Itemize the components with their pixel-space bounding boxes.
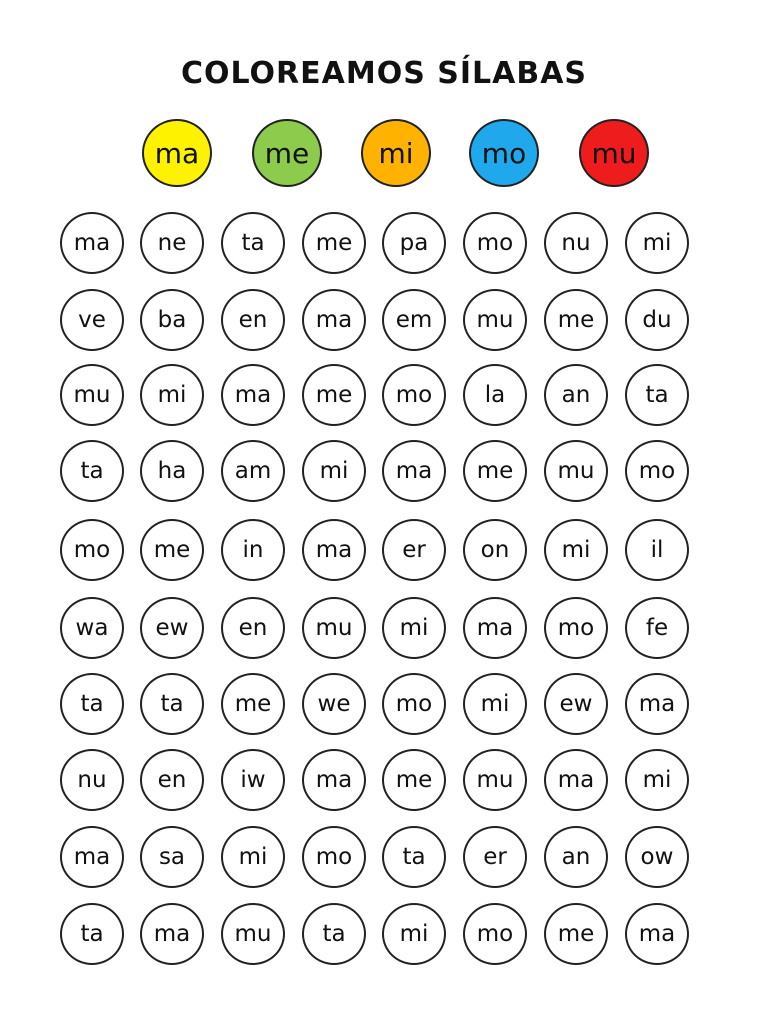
syllable-circle[interactable]: ha <box>140 440 204 502</box>
syllable-circle[interactable]: ma <box>221 364 285 426</box>
syllable-circle[interactable]: mi <box>625 212 689 274</box>
syllable-circle[interactable]: mi <box>221 826 285 888</box>
syllable-circle[interactable]: on <box>463 519 527 581</box>
key-circle-mu: mu <box>579 119 649 187</box>
syllable-circle[interactable]: me <box>544 903 608 965</box>
syllable-circle[interactable]: ne <box>140 212 204 274</box>
syllable-circle[interactable]: mu <box>302 597 366 659</box>
syllable-circle[interactable]: ma <box>625 903 689 965</box>
syllable-circle[interactable]: me <box>463 440 527 502</box>
syllable-circle[interactable]: mi <box>302 440 366 502</box>
syllable-circle[interactable]: ma <box>302 749 366 811</box>
syllable-circle[interactable]: ma <box>302 289 366 351</box>
syllable-circle[interactable]: ma <box>140 903 204 965</box>
syllable-circle[interactable]: me <box>382 749 446 811</box>
syllable-circle[interactable]: pa <box>382 212 446 274</box>
syllable-circle[interactable]: me <box>140 519 204 581</box>
key-circle-mo: mo <box>469 119 539 187</box>
syllable-circle[interactable]: ma <box>625 673 689 735</box>
syllable-circle[interactable]: ew <box>544 673 608 735</box>
syllable-circle[interactable]: il <box>625 519 689 581</box>
syllable-circle[interactable]: la <box>463 364 527 426</box>
syllable-circle[interactable]: ta <box>221 212 285 274</box>
syllable-circle[interactable]: me <box>221 673 285 735</box>
syllable-circle[interactable]: en <box>221 597 285 659</box>
syllable-circle[interactable]: nu <box>544 212 608 274</box>
syllable-circle[interactable]: ta <box>60 903 124 965</box>
syllable-circle[interactable]: ow <box>625 826 689 888</box>
syllable-circle[interactable]: mi <box>463 673 527 735</box>
syllable-circle[interactable]: ta <box>625 364 689 426</box>
syllable-circle[interactable]: er <box>463 826 527 888</box>
syllable-circle[interactable]: em <box>382 289 446 351</box>
syllable-circle[interactable]: en <box>140 749 204 811</box>
syllable-circle[interactable]: mu <box>463 289 527 351</box>
syllable-circle[interactable]: fe <box>625 597 689 659</box>
syllable-circle[interactable]: nu <box>60 749 124 811</box>
syllable-circle[interactable]: mi <box>382 903 446 965</box>
syllable-circle[interactable]: ma <box>302 519 366 581</box>
syllable-circle[interactable]: ta <box>60 440 124 502</box>
syllable-circle[interactable]: mo <box>463 212 527 274</box>
syllable-circle[interactable]: mo <box>382 673 446 735</box>
syllable-circle[interactable]: mo <box>382 364 446 426</box>
syllable-circle[interactable]: mo <box>60 519 124 581</box>
syllable-circle[interactable]: am <box>221 440 285 502</box>
syllable-circle[interactable]: mi <box>382 597 446 659</box>
key-circle-me: me <box>252 119 322 187</box>
syllable-circle[interactable]: ta <box>382 826 446 888</box>
key-circle-ma: ma <box>142 119 212 187</box>
syllable-circle[interactable]: mu <box>221 903 285 965</box>
syllable-circle[interactable]: mi <box>625 749 689 811</box>
syllable-circle[interactable]: mo <box>463 903 527 965</box>
syllable-circle[interactable]: ma <box>60 826 124 888</box>
syllable-circle[interactable]: ma <box>382 440 446 502</box>
syllable-circle[interactable]: en <box>221 289 285 351</box>
syllable-circle[interactable]: mi <box>140 364 204 426</box>
syllable-circle[interactable]: me <box>544 289 608 351</box>
syllable-circle[interactable]: ew <box>140 597 204 659</box>
syllable-circle[interactable]: me <box>302 364 366 426</box>
syllable-circle[interactable]: ve <box>60 289 124 351</box>
syllable-circle[interactable]: du <box>625 289 689 351</box>
syllable-circle[interactable]: ba <box>140 289 204 351</box>
syllable-circle[interactable]: ma <box>544 749 608 811</box>
syllable-circle[interactable]: we <box>302 673 366 735</box>
syllable-circle[interactable]: ma <box>463 597 527 659</box>
syllable-circle[interactable]: wa <box>60 597 124 659</box>
syllable-circle[interactable]: mu <box>544 440 608 502</box>
key-circle-mi: mi <box>361 119 431 187</box>
syllable-circle[interactable]: iw <box>221 749 285 811</box>
syllable-circle[interactable]: mo <box>625 440 689 502</box>
syllable-circle[interactable]: er <box>382 519 446 581</box>
syllable-circle[interactable]: me <box>302 212 366 274</box>
syllable-circle[interactable]: mo <box>302 826 366 888</box>
syllable-circle[interactable]: ta <box>140 673 204 735</box>
syllable-circle[interactable]: in <box>221 519 285 581</box>
syllable-circle[interactable]: sa <box>140 826 204 888</box>
syllable-circle[interactable]: ma <box>60 212 124 274</box>
syllable-circle[interactable]: mu <box>60 364 124 426</box>
syllable-circle[interactable]: mo <box>544 597 608 659</box>
syllable-circle[interactable]: an <box>544 826 608 888</box>
syllable-circle[interactable]: mi <box>544 519 608 581</box>
syllable-circle[interactable]: ta <box>302 903 366 965</box>
syllable-circle[interactable]: mu <box>463 749 527 811</box>
syllable-circle[interactable]: ta <box>60 673 124 735</box>
page-title: COLOREAMOS SÍLABAS <box>180 56 588 91</box>
syllable-circle[interactable]: an <box>544 364 608 426</box>
